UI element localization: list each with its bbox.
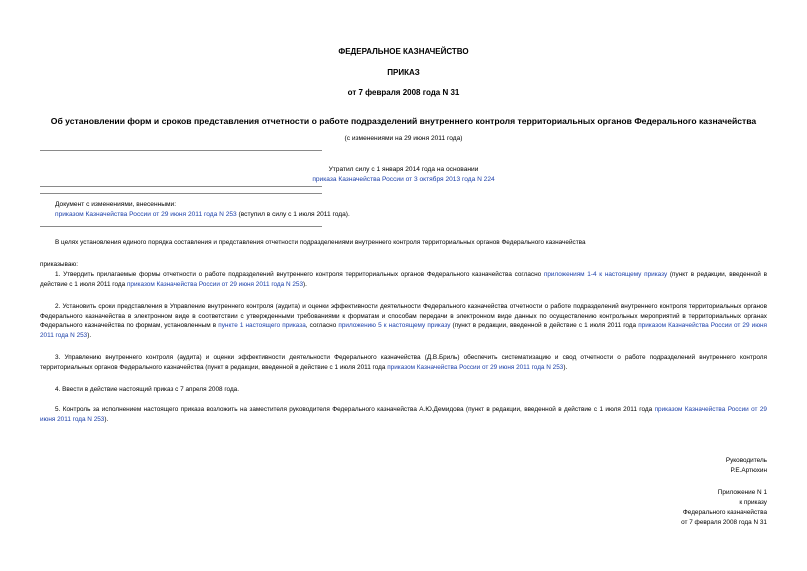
appendix-line-2: к приказу bbox=[739, 499, 767, 506]
doc-date: от 7 февраля 2008 года N 31 bbox=[347, 88, 460, 97]
signature-name: Р.Е.Артюхин bbox=[730, 467, 767, 474]
order-word: приказываю: bbox=[40, 261, 78, 268]
status-link[interactable]: приказа Казначейства России от 3 октября 2013 года N 224 bbox=[312, 176, 495, 183]
changes-suffix: (вступил в силу с 1 июля 2011 года). bbox=[238, 211, 350, 218]
item-2: 2. Установить сроки представления в Управление внутреннего контроля (аудита) и оценки эффективности деятельности Федерального казначейства отчетности о работе подразделений внутреннего контроля территориальных органов Федерального казначейства в электронном виде в соответствии с утвержденными требованиями к форматам и способам передачи в электронном виде данных по осуществлению контрольных мероприятий в территориальных органах Федерального казначейства по формам, установленным в пункте 1 настоящего приказа, согласно приложению 5 к настоящему приказу (пункт в редакции, введенной в действие с 1 июля 2011 года приказом Казначейства России от 29 июня 2011 года N 253). bbox=[40, 303, 767, 340]
amendment-note: (с изменениями на 29 июня 2011 года) bbox=[344, 135, 463, 142]
appendix-line-4: от 7 февраля 2008 года N 31 bbox=[681, 519, 767, 526]
status-line: Утратил силу с 1 января 2014 года на основании bbox=[328, 166, 479, 173]
signature-role: Руководитель bbox=[725, 457, 767, 464]
doc-type-heading: ПРИКАЗ bbox=[387, 68, 420, 77]
divider bbox=[40, 193, 322, 194]
preamble: В целях установления единого порядка составления и представления отчетности подразделениями внутреннего контроля территориальных органов Федерального казначейства bbox=[55, 239, 586, 246]
divider bbox=[40, 186, 322, 187]
item-3-link-order[interactable]: приказом Казначейства России от 29 июня 2011 года N 253 bbox=[387, 363, 564, 371]
item-4: 4. Ввести в действие настоящий приказ с 7 апреля 2008 года. bbox=[55, 386, 240, 393]
item-1-link-order[interactable]: приказом Казначейства России от 29 июня 2011 года N 253 bbox=[126, 280, 304, 288]
item-1: 1. Утвердить прилагаемые формы отчетности о работе подразделений внутреннего контроля территориальных органов Федерального казначейства согласно приложениям 1-4 к настоящему приказу (пункт в редакции, введенной в действие с 1 июля 2011 года приказом Казначейства России от 29 июня 2011 года N 253). bbox=[40, 271, 767, 288]
changes-label: Документ с изменениями, внесенными: bbox=[55, 201, 177, 208]
appendix-line-1: Приложение N 1 bbox=[717, 489, 767, 496]
doc-title: Об установлении форм и сроков представления отчетности о работе подразделений внутреннего контроля территориальных органов Федерального казначейства bbox=[50, 116, 757, 126]
changes-link[interactable]: приказом Казначейства России от 29 июня 2011 года N 253 bbox=[55, 211, 237, 218]
item-2-link-appendix[interactable]: приложению 5 к настоящему приказу bbox=[338, 322, 451, 330]
item-2-link-order[interactable]: приказом Казначейства России от 29 июня 2011 года N 253 bbox=[40, 322, 767, 340]
item-5: 5. Контроль за исполнением настоящего приказа возложить на заместителя руководителя Федерального казначейства А.Ю.Демидова (пункт в редакции, введенной в действие с 1 июля 2011 года приказом Казначейства России от 29 июня 2011 года N 253). bbox=[40, 406, 767, 423]
changes-line bbox=[55, 210, 350, 220]
divider bbox=[40, 150, 322, 151]
item-3: 3. Управлению внутреннего контроля (аудита) и оценки эффективности деятельности Федерального казначейства (Д.В.Бриль) обеспечить систематизацию и свод отчетности о работе подразделений внутреннего контроля территориальных органов Федерального казначейства (пункт в редакции, введенной в действие с 1 июля 2011 года приказом Казначейства России от 29 июня 2011 года N 253). bbox=[40, 354, 767, 371]
appendix-line-3: Федерального казначейства bbox=[682, 509, 767, 516]
item-2-link-point[interactable]: пункте 1 настоящего приказа bbox=[218, 322, 306, 330]
divider bbox=[40, 226, 322, 227]
item-1-link-appendices[interactable]: приложениям 1-4 к настоящему приказу bbox=[543, 271, 668, 278]
org-heading: ФЕДЕРАЛЬНОЕ КАЗНАЧЕЙСТВО bbox=[338, 47, 469, 56]
item-5-link-order[interactable]: приказом Казначейства России от 29 июня 2011 года N 253 bbox=[40, 406, 767, 423]
